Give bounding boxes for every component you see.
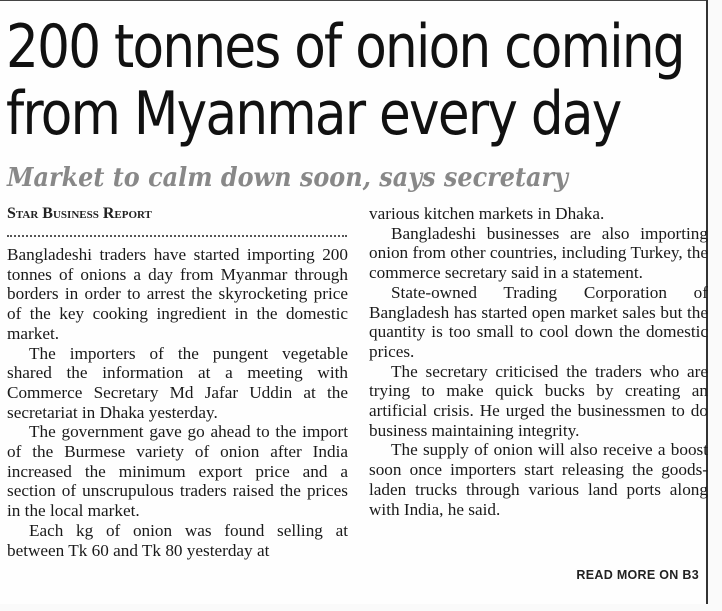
paragraph: Bangladeshi traders have started importing 200 tonnes of onions a day from Myanmar through borders in order to arrest the skyrocketing price of the key cooking ingredient in the domestic market. xyxy=(7,245,348,343)
paragraph-continuation: various kitchen markets in Dhaka. xyxy=(369,204,605,223)
page-margin-right xyxy=(708,0,722,611)
headline xyxy=(6,12,684,149)
headline-line-1: 200 tonnes of onion coming xyxy=(6,12,684,82)
paragraph: The secretary criticised the traders who are trying to make quick bucks by creating an artificial crisis. He urged the businessmen to do business maintaining integrity. xyxy=(369,361,708,440)
top-border xyxy=(0,0,708,1)
paragraph: Bangladeshi businesses are also importing onion from other countries, including Turkey, the commerce secretary said in a statement. xyxy=(369,223,708,283)
byline: Star Business Report xyxy=(7,205,152,222)
paragraph: The supply of onion will also receive a boost soon once importers start releasing the goods-laden trucks through various land ports along with India, he said. xyxy=(369,440,708,519)
paragraph: The importers of the pungent vegetable shared the information at a meeting with Commerce Secretary Md Jafar Uddin at the secretariat in Dhaka yesterday. xyxy=(7,343,348,422)
paragraph: The government gave go ahead to the import of the Burmese variety of onion after India increased the minimum export price and a section of unscrupulous traders raised the prices in the local market. xyxy=(7,422,348,521)
article-column-right xyxy=(369,204,708,519)
headline-line-2: from Myanmar every day xyxy=(6,79,621,149)
paragraph: Each kg of onion was found selling at between Tk 60 and Tk 80 yesterday at xyxy=(7,520,348,560)
article-column-left xyxy=(7,245,348,560)
read-more-link[interactable]: READ MORE ON B3 xyxy=(576,568,699,582)
paragraph: State-owned Trading Corporation of Bangladesh has started open market sales but the quantity is too small to cool down the domestic prices. xyxy=(369,282,708,361)
subheadline: Market to calm down soon, says secretary xyxy=(7,163,569,193)
byline-divider xyxy=(7,235,347,237)
page-margin-bottom xyxy=(0,604,722,611)
